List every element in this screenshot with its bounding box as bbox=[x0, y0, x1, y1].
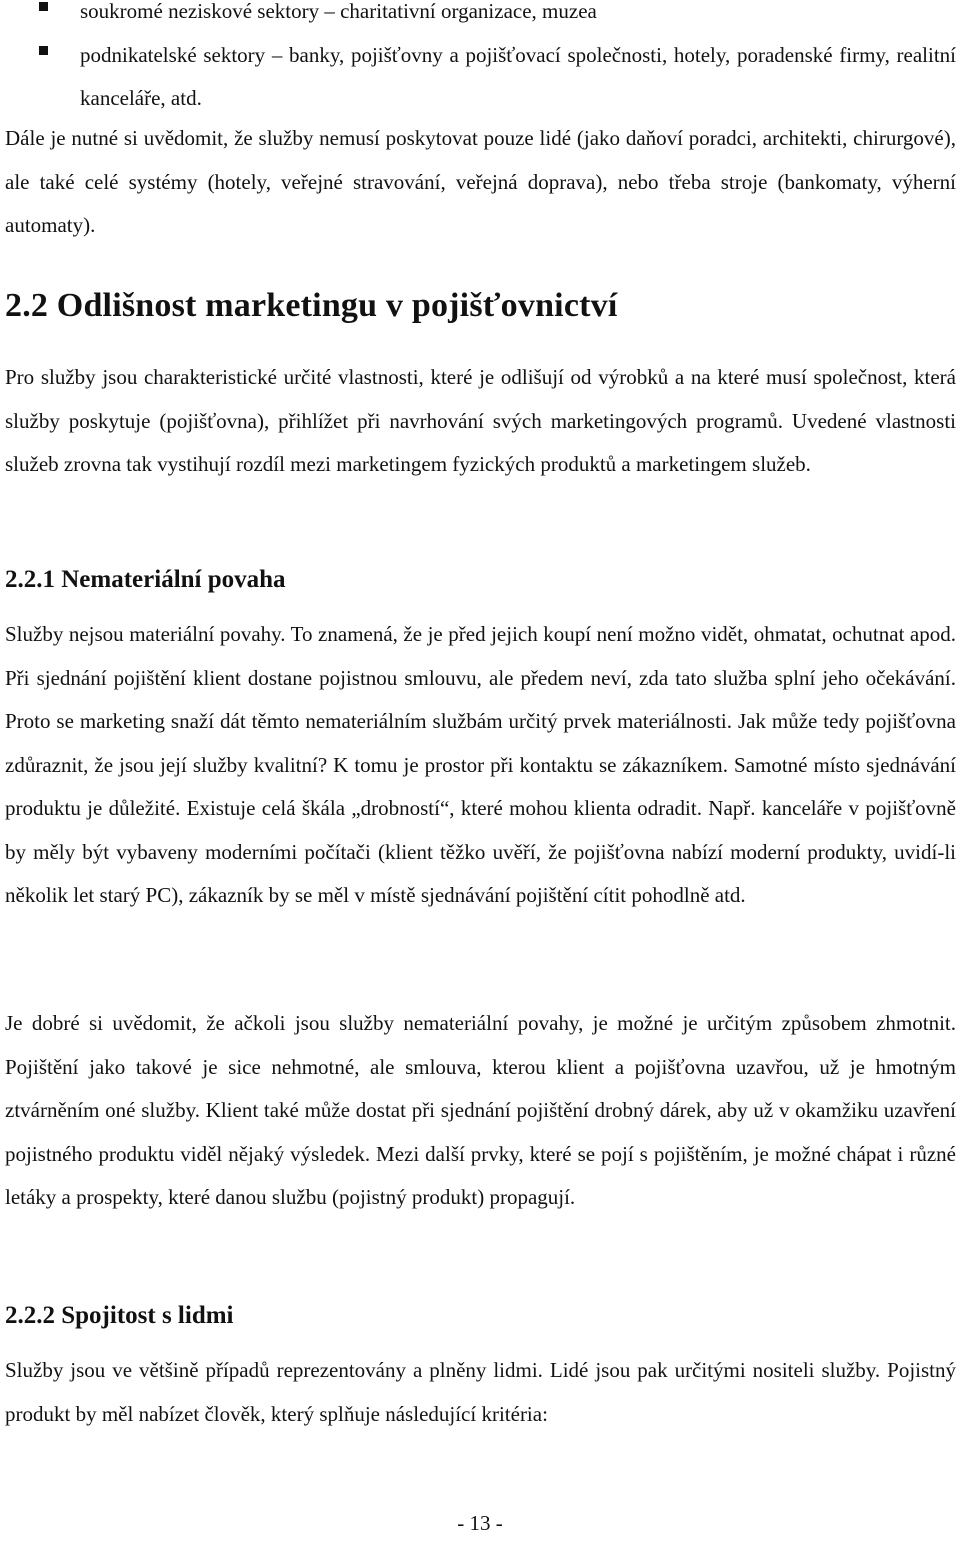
section-heading-2-2-2: 2.2.2 Spojitost s lidmi bbox=[5, 1302, 234, 1329]
list-item-text: soukromé neziskové sektory – charitativní organizace, muzea bbox=[80, 0, 597, 23]
section-2-2-1-paragraph-1: Služby nejsou materiální povahy. To znamená, že je před jejich koupí není možno vidět, ohmatat, ochutnat apod. Při sjednání pojištění klient dostane pojistnou smlouvu, ale předem neví, zda tato služba splní jeho očekávání. Proto se marketing snaží dát těmto nemateriálním službám určitý prvek materiálnosti. Jak může tedy pojišťovna zdůraznit, že jsou její služby kvalitní? K tomu je prostor při kontaktu se zákazníkem. Samotné místo sjednávání produktu je důležité. Existuje celá škála „drobností“, které mohou klienta odradit. Např. kanceláře v pojišťovně by měly být vybaveny moderními počítači (klient těžko uvěří, že pojišťovna nabízí moderní produkty, uvidí-li několik let starý PC), zákazník by se měl v místě sjednávání pojištění cítit pohodlně atd. bbox=[5, 622, 956, 907]
section-2-2-1-paragraph-2: Je dobré si uvědomit, že ačkoli jsou služby nemateriální povahy, je možné je určitým způsobem zhmotnit. Pojištění jako takové je sice nehmotné, ale smlouva, kterou klient a pojišťovna uzavřou, už je hmotným ztvárněním oné služby. Klient také může dostat při sjednání pojištění drobný dárek, aby už v okamžiku uzavření pojistného produktu viděl nějaký výsledek. Mezi další prvky, které se pojí s pojištěním, je možné chápat i různé letáky a prospekty, které danou službu (pojistný produkt) propagují. bbox=[5, 1011, 956, 1209]
intro-paragraph: Dále je nutné si uvědomit, že služby nemusí poskytovat pouze lidé (jako daňoví poradci, architekti, chirurgové), ale také celé systémy (hotely, veřejné stravování, veřejná doprava), nebo třeba stroje (bankomaty, výherní automaty). bbox=[5, 126, 956, 237]
bullet-square-icon bbox=[39, 2, 48, 11]
section-2-2-paragraph: Pro služby jsou charakteristické určité vlastnosti, které je odlišují od výrobků a na které musí společnost, která služby poskytuje (pojišťovna), přihlížet při navrhování svých marketingových programů. Uvedené vlastnosti služeb zrovna tak vystihují rozdíl mezi marketingem fyzických produktů a marketingem služeb. bbox=[5, 365, 956, 476]
section-2-2-2-paragraph: Služby jsou ve většině případů reprezentovány a plněny lidmi. Lidé jsou pak určitými nositeli služby. Pojistný produkt by měl nabízet člověk, který splňuje následující kritéria: bbox=[5, 1358, 956, 1426]
list-item bbox=[80, 34, 956, 120]
section-heading-2-2: 2.2 Odlišnost marketingu v pojišťovnictví bbox=[5, 287, 618, 324]
section-heading-2-2-1: 2.2.1 Nemateriální povaha bbox=[5, 566, 286, 593]
list-item bbox=[80, 0, 956, 33]
page-number: - 13 - bbox=[457, 1511, 503, 1535]
list-item-text: podnikatelské sektory – banky, pojišťovny a pojišťovací společnosti, hotely, poradenské firmy, realitní kanceláře, atd. bbox=[80, 43, 956, 110]
bullet-square-icon bbox=[39, 46, 48, 55]
